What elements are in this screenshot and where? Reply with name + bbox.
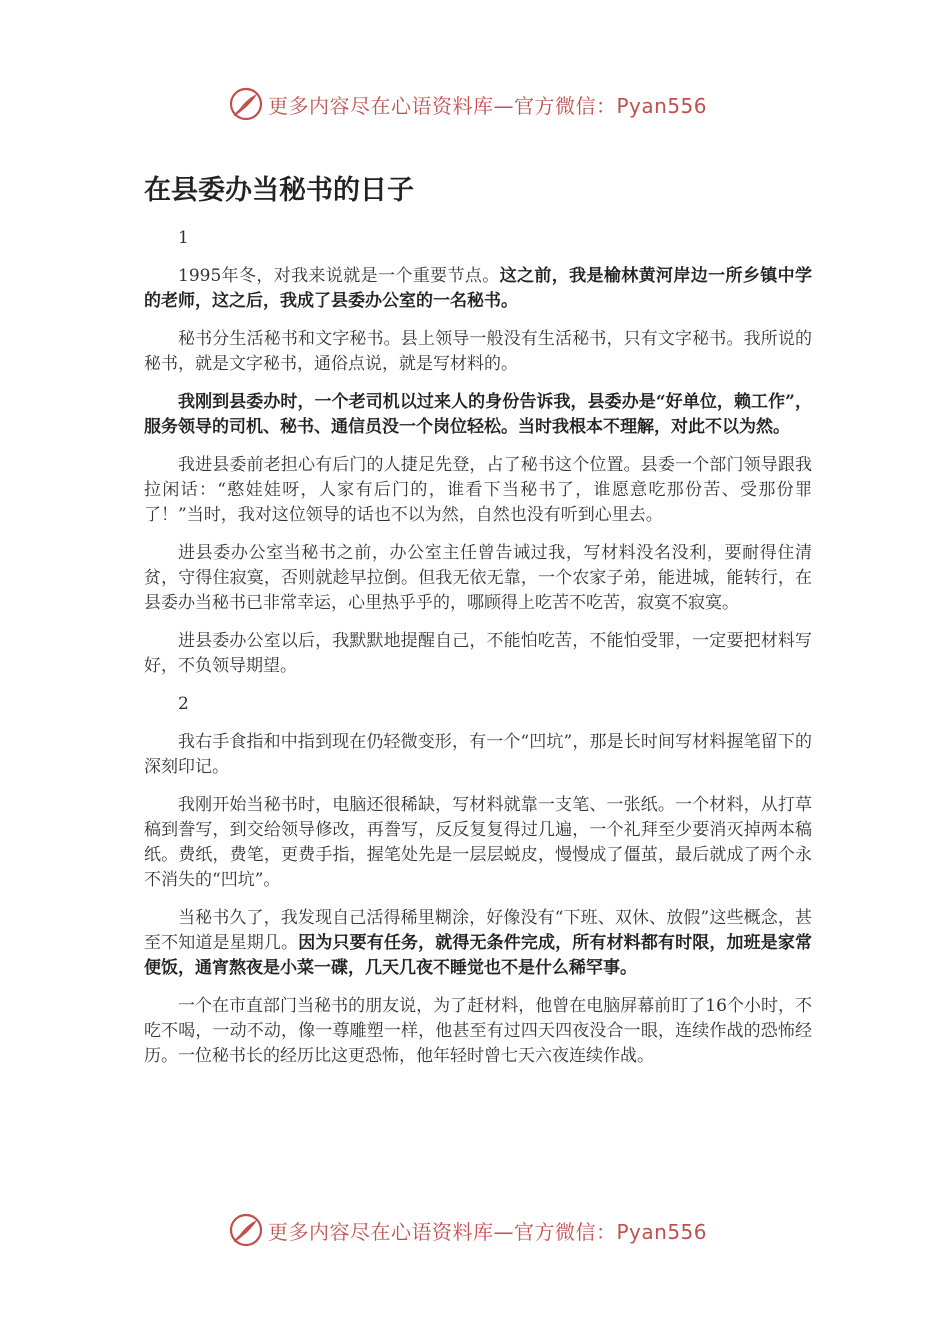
text-run: 我进县委前老担心有后门的人捷足先登，占了秘书这个位置。县委一个部门领导跟我拉闲话：“憨娃娃呀，人家有后门的，谁看下当秘书了，谁愿意吃那份苦、受那份罪了！”当时，我对这位领导的话也不以为然，自然也没有听到心里去。 <box>144 454 812 525</box>
text-run: 一个在市直部门当秘书的朋友说，为了赶材料，他曾在电脑屏幕前盯了16个小时，不吃不喝，一动不动，像一尊雕塑一样，他甚至有过四天四夜没合一眼，连续作战的恐怖经历。一位秘书长的经历比这更恐怖，他年轻时曾七天六夜连续作战。 <box>144 995 812 1066</box>
paragraph <box>144 264 812 314</box>
banner-text: 更多内容尽在心语资料库—官方微信：Pyan556 <box>268 1219 708 1244</box>
text-run: 1995年冬，对我来说就是一个重要节点。 <box>178 265 500 286</box>
quill-pen-logo-icon <box>228 86 264 122</box>
section-number: 1 <box>178 227 189 248</box>
paragraph <box>144 453 812 528</box>
paragraph <box>144 390 812 440</box>
paragraph <box>144 327 812 377</box>
paragraph <box>144 730 812 780</box>
article <box>144 172 812 1082</box>
text-run: 进县委办公室当秘书之前，办公室主任曾告诫过我，写材料没名没利，要耐得住清贫，守得住寂寞，否则就趁早拉倒。但我无依无靠，一个农家子弟，能进城，能转行，在县委办当秘书已非常幸运，心里热乎乎的，哪顾得上吃苦不吃苦，寂寞不寂寞。 <box>144 542 812 613</box>
section-number: 2 <box>178 693 189 714</box>
footer-banner <box>228 1210 748 1250</box>
article-body <box>144 226 812 1069</box>
article-title: 在县委办当秘书的日子 <box>144 175 414 206</box>
text-run: 当秘书久了，我发现自己活得稀里糊涂，好像没有“下班、双休、放假”这些概念，甚至不知道是星期几。 <box>144 907 812 953</box>
header-banner <box>228 84 748 124</box>
paragraph <box>144 541 812 616</box>
bold-text-run: 因为只要有任务，就得无条件完成，所有材料都有时限，加班是家常便饭，通宵熬夜是小菜一碟，几天几夜不睡觉也不是什么稀罕事。 <box>144 932 813 978</box>
text-run: 进县委办公室以后，我默默地提醒自己，不能怕吃苦，不能怕受罪，一定要把材料写好，不负领导期望。 <box>144 630 812 676</box>
text-run: 我右手食指和中指到现在仍轻微变形，有一个“凹坑”，那是长时间写材料握笔留下的深刻印记。 <box>144 731 812 777</box>
paragraph <box>144 906 812 981</box>
paragraph <box>144 793 812 893</box>
paragraph <box>144 994 812 1069</box>
bold-text-run: 这之前，我是榆林黄河岸边一所乡镇中学的老师，这之后，我成了县委办公室的一名秘书。 <box>144 265 813 311</box>
bold-text-run: 我刚到县委办时，一个老司机以过来人的身份告诉我，县委办是“好单位，赖工作”，服务领导的司机、秘书、通信员没一个岗位轻松。当时我根本不理解，对此不以为然。 <box>144 391 812 437</box>
paragraph <box>144 629 812 679</box>
text-run: 秘书分生活秘书和文字秘书。县上领导一般没有生活秘书，只有文字秘书。我所说的秘书，就是文字秘书，通俗点说，就是写材料的。 <box>144 328 812 374</box>
banner-text: 更多内容尽在心语资料库—官方微信：Pyan556 <box>268 93 708 118</box>
quill-pen-logo-icon <box>228 1212 264 1248</box>
text-run: 我刚开始当秘书时，电脑还很稀缺，写材料就靠一支笔、一张纸。一个材料，从打草稿到誊写，到交给领导修改，再誊写，反反复复得过几遍，一个礼拜至少要消灭掉两本稿纸。费纸，费笔，更费手指，握笔处先是一层层蜕皮，慢慢成了僵茧，最后就成了两个永不消失的“凹坑”。 <box>144 794 812 890</box>
